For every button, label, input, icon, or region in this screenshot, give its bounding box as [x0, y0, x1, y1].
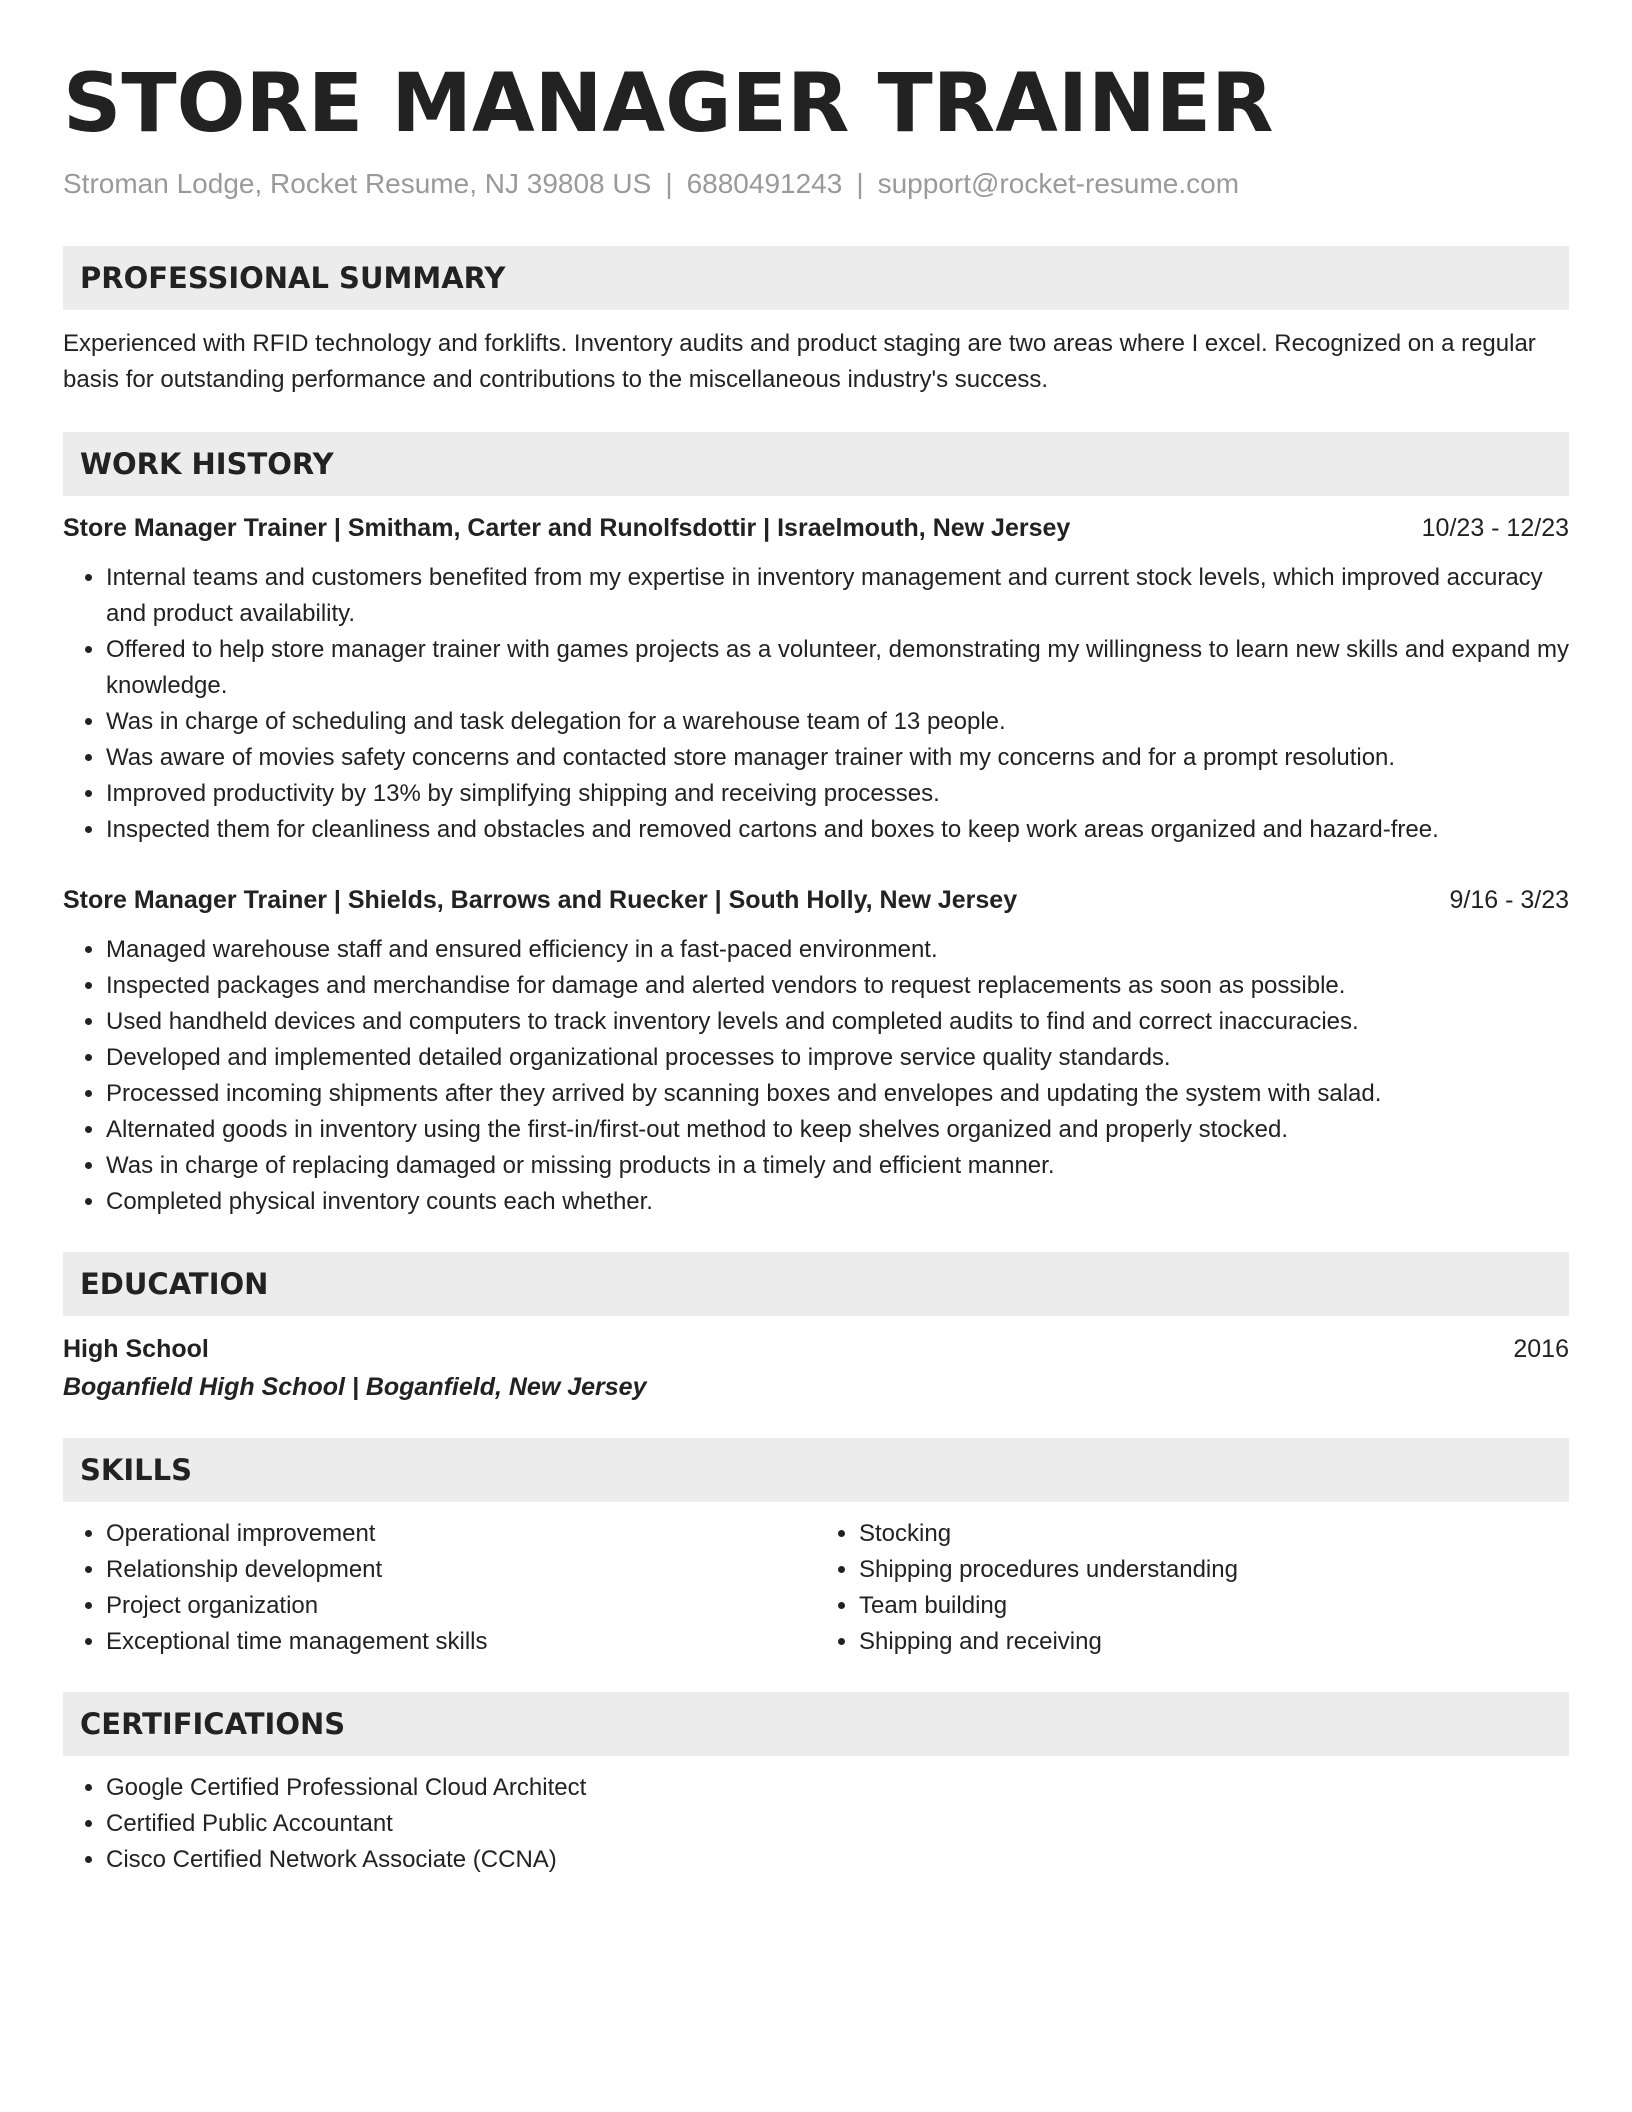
list-item: • Exceptional time management skills [106, 1624, 816, 1660]
list-item: • Operational improvement [106, 1516, 816, 1552]
list-item: • Improved productivity by 13% by simplifying shipping and receiving processes. [106, 776, 1569, 812]
education-year: 2016 [1513, 1335, 1569, 1363]
list-item: • Stocking [859, 1516, 1569, 1552]
skills-column-left [63, 1516, 816, 1660]
list-item: • Shipping and receiving [859, 1624, 1569, 1660]
job-header [63, 510, 1569, 546]
job-bullets [63, 560, 1569, 848]
section-heading-certifications: CERTIFICATIONS [63, 1692, 1569, 1756]
list-item: • Processed incoming shipments after they arrived by scanning boxes and envelopes and updating the system with salad. [106, 1076, 1569, 1112]
list-item: • Shipping procedures understanding [859, 1552, 1569, 1588]
list-item: • Managed warehouse staff and ensured efficiency in a fast-paced environment. [106, 932, 1569, 968]
job-entry [63, 510, 1569, 848]
job-dates: 9/16 - 3/23 [1449, 886, 1569, 914]
education-school: Boganfield High School | Boganfield, New Jersey [63, 1373, 647, 1401]
job-dates: 10/23 - 12/23 [1421, 514, 1569, 542]
list-item: • Inspected them for cleanliness and obstacles and removed cartons and boxes to keep work areas organized and hazard-free. [106, 812, 1569, 848]
section-heading-summary: PROFESSIONAL SUMMARY [63, 246, 1569, 310]
list-item: • Relationship development [106, 1552, 816, 1588]
list-item: • Certified Public Accountant [106, 1806, 1569, 1842]
list-item: • Internal teams and customers benefited from my expertise in inventory management and current stock levels, which improved accuracy and product availability. [106, 560, 1569, 632]
job-title: Store Manager Trainer | Shields, Barrows and Ruecker | South Holly, New Jersey [63, 886, 1018, 914]
list-item: • Team building [859, 1588, 1569, 1624]
skills-column-right [816, 1516, 1569, 1660]
summary-text: Experienced with RFID technology and forklifts. Inventory audits and product staging are two areas where I excel. Recognized on a regular basis for outstanding performance and contributions to the miscellaneous industry's success. [63, 330, 1536, 393]
list-item: • Project organization [106, 1588, 816, 1624]
contact-separator: | [856, 168, 864, 199]
list-item: • Developed and implemented detailed organizational processes to improve service quality standards. [106, 1040, 1569, 1076]
contact-email: support@rocket-resume.com [877, 168, 1240, 199]
contact-separator: | [665, 168, 673, 199]
list-item: • Offered to help store manager trainer with games projects as a volunteer, demonstrating my willingness to learn new skills and expand my knowledge. [106, 632, 1569, 704]
section-heading-skills: SKILLS [63, 1438, 1569, 1502]
list-item: • Was in charge of replacing damaged or missing products in a timely and efficient manner. [106, 1148, 1569, 1184]
job-bullets [63, 932, 1569, 1220]
contact-line [63, 166, 1569, 202]
list-item: • Inspected packages and merchandise for damage and alerted vendors to request replacements as soon as possible. [106, 968, 1569, 1004]
job-entry [63, 882, 1569, 1220]
education-entry [63, 1330, 1569, 1406]
education-degree: High School [63, 1335, 209, 1363]
list-item: • Cisco Certified Network Associate (CCNA) [106, 1842, 1569, 1878]
list-item: • Completed physical inventory counts each whether. [106, 1184, 1569, 1220]
list-item: • Used handheld devices and computers to track inventory levels and completed audits to find and correct inaccuracies. [106, 1004, 1569, 1040]
list-item: • Was aware of movies safety concerns and contacted store manager trainer with my concerns and for a prompt resolution. [106, 740, 1569, 776]
list-item: • Google Certified Professional Cloud Architect [106, 1770, 1569, 1806]
contact-phone: 6880491243 [686, 168, 843, 199]
job-title: Store Manager Trainer | Smitham, Carter and Runolfsdottir | Israelmouth, New Jersey [63, 514, 1071, 542]
contact-address: Stroman Lodge, Rocket Resume, NJ 39808 US [63, 168, 652, 199]
certifications-list [63, 1770, 1569, 1878]
job-header [63, 882, 1569, 918]
section-heading-work-history: WORK HISTORY [63, 432, 1569, 496]
education-header [63, 1330, 1569, 1368]
list-item: • Was in charge of scheduling and task delegation for a warehouse team of 13 people. [106, 704, 1569, 740]
skills-list [63, 1516, 1569, 1660]
section-heading-education: EDUCATION [63, 1252, 1569, 1316]
candidate-name: STORE MANAGER TRAINER [63, 57, 1274, 151]
list-item: • Alternated goods in inventory using the first-in/first-out method to keep shelves organized and properly stocked. [106, 1112, 1569, 1148]
